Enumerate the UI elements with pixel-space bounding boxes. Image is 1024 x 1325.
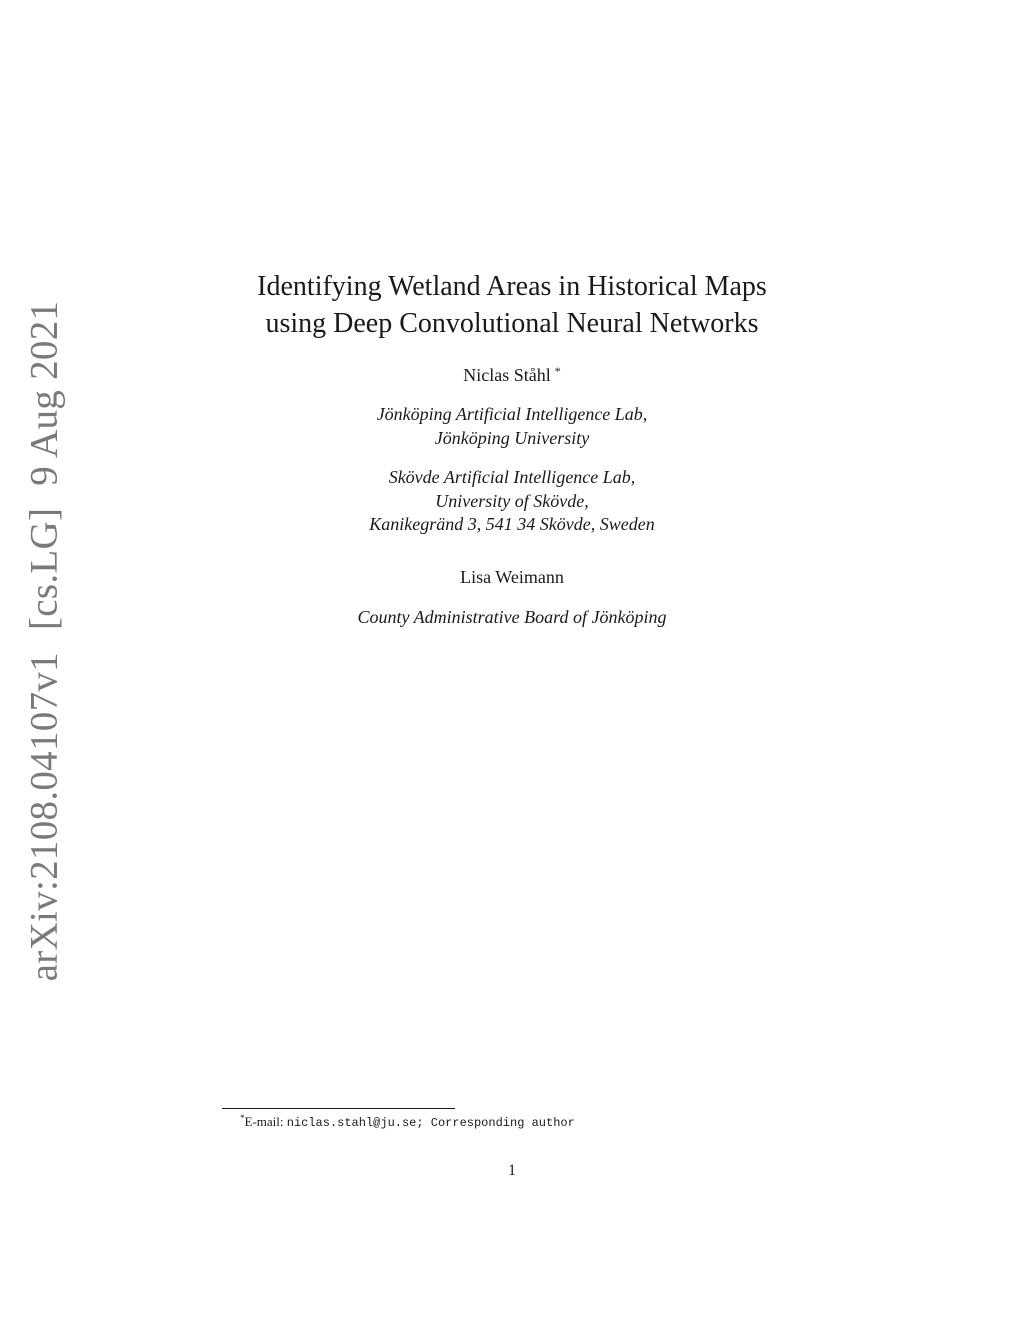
affiliation-line: County Administrative Board of Jönköping [357, 607, 667, 627]
title-line-2: using Deep Convolutional Neural Networks [265, 308, 759, 339]
author-1 [212, 364, 812, 386]
affiliation-line: Kanikegränd 3, 541 34 Skövde, Sweden [369, 514, 655, 534]
author-1-affiliation-1 [212, 403, 812, 450]
arxiv-id: arXiv:2108.04107v1 [22, 652, 66, 982]
footnote-mark: * [240, 1113, 245, 1123]
author-2-affiliation-1 [212, 606, 812, 630]
footnote [240, 1113, 575, 1130]
page-number: 1 [508, 1162, 516, 1179]
author-1-name: Niclas Ståhl [463, 365, 551, 385]
affiliation-line: Jönköping Artificial Intelligence Lab, [376, 404, 648, 424]
affiliation-line: Jönköping University [434, 427, 590, 448]
author-2 [212, 567, 812, 588]
author-1-affiliation-2 [212, 466, 812, 537]
author-2-name: Lisa Weimann [460, 567, 564, 587]
footnote-email: niclas.stahl@ju.se; Corresponding author [286, 1116, 575, 1130]
affiliation-line: University of Skövde, [435, 490, 589, 511]
paper-title [212, 268, 812, 342]
footnote-divider [222, 1108, 455, 1109]
arxiv-date: 9 Aug 2021 [22, 300, 66, 486]
affiliation-line: Skövde Artificial Intelligence Lab, [388, 467, 636, 487]
arxiv-stamp [22, 301, 67, 982]
author-1-footnote-mark: * [554, 364, 561, 378]
footnote-label: E-mail: [244, 1114, 284, 1129]
arxiv-category: [cs.LG] [22, 507, 66, 631]
title-line-1: Identifying Wetland Areas in Historical Maps [257, 271, 767, 302]
